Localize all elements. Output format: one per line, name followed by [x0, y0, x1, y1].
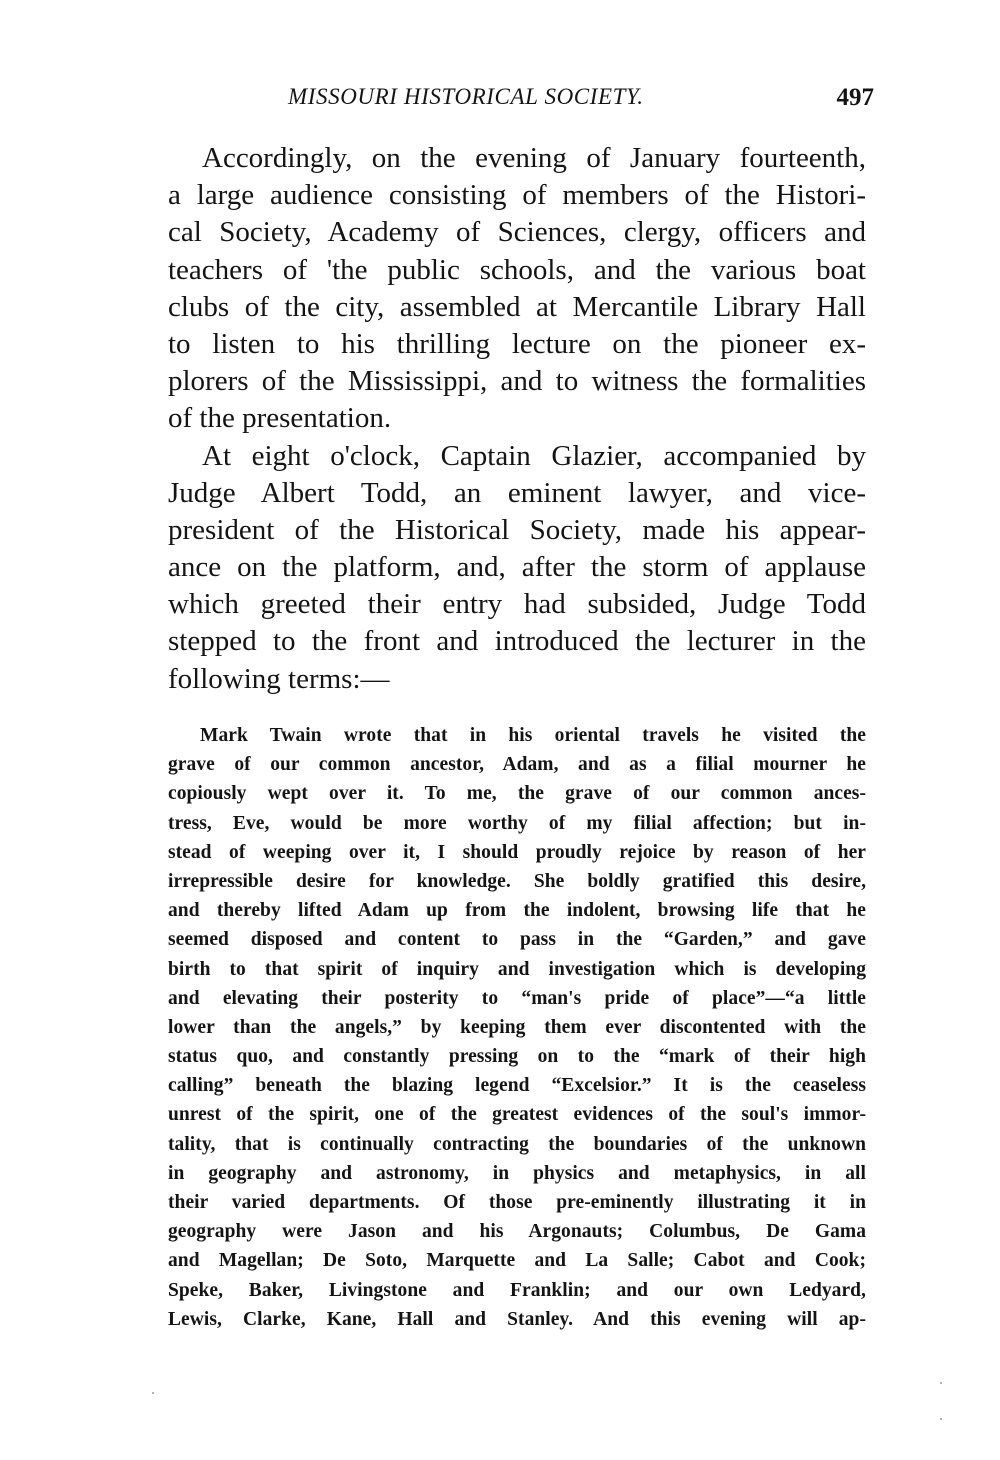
scan-speck — [940, 1418, 942, 1420]
quote-line: status quo, and constantly pressing on to the “mark of their high — [168, 1046, 866, 1068]
quote-line: Speke, Baker, Livingstone and Franklin; and our own Ledyard, — [168, 1279, 866, 1301]
paragraph-line: president of the Historical Society, made his appear- — [168, 513, 866, 546]
paragraph-line: clubs of the city, assembled at Mercantile Library Hall — [168, 290, 866, 323]
running-head-title: MISSOURI HISTORICAL SOCIETY. — [288, 84, 644, 109]
quoted-introduction-block — [168, 721, 866, 1334]
quote-line: lower than the angels,” by keeping them ever discontented with the — [168, 1016, 866, 1038]
quote-line: tress, Eve, would be more worthy of my filial affection; but in- — [168, 812, 866, 834]
paragraph-line: ance on the platform, and, after the storm of applause — [168, 551, 866, 584]
scan-speck — [152, 1392, 154, 1394]
quote-line: irrepressible desire for knowledge. She boldly gratified this desire, — [168, 870, 866, 892]
quote-line: tality, that is continually contracting the boundaries of the unknown — [168, 1133, 866, 1155]
quote-line: copiously wept over it. To me, the grave of our common ances- — [168, 783, 866, 805]
page-number: 497 — [836, 84, 874, 111]
paragraph-line: Accordingly, on the evening of January fourteenth, — [202, 142, 866, 174]
quote-line: grave of our common ancestor, Adam, and as a filial mourner he — [168, 754, 866, 776]
paragraph-line: Judge Albert Todd, an eminent lawyer, and vice- — [168, 476, 866, 509]
paragraph-line: cal Society, Academy of Sciences, clergy, officers and — [168, 216, 866, 249]
paragraph-line: At eight o'clock, Captain Glazier, accompanied by — [202, 439, 866, 472]
quote-line: seemed disposed and content to pass in the “Garden,” and gave — [168, 929, 866, 951]
paragraph-line: plorers of the Mississippi, and to witness the formalities — [168, 365, 866, 398]
quote-line: and thereby lifted Adam up from the indolent, browsing life that he — [168, 900, 866, 922]
paragraph-line: of the presentation. — [168, 402, 392, 435]
paragraph-line: teachers of 'the public schools, and the various boat — [168, 253, 866, 286]
quote-line: calling” beneath the blazing legend “Excelsior.” It is the ceaseless — [168, 1075, 866, 1097]
main-text-block — [168, 140, 866, 698]
quote-line: stead of weeping over it, I should proudly rejoice by reason of her — [168, 841, 866, 863]
quote-line: and elevating their posterity to “man's pride of place”—“a little — [168, 987, 866, 1009]
quote-line: Lewis, Clarke, Kane, Hall and Stanley. And this evening will ap- — [168, 1308, 866, 1330]
quote-line: and Magellan; De Soto, Marquette and La Salle; Cabot and Cook; — [168, 1250, 866, 1272]
paragraph-line: which greeted their entry had subsided, Judge Todd — [168, 588, 866, 621]
quote-line: their varied departments. Of those pre-eminently illustrating it in — [168, 1192, 866, 1213]
scan-speck — [940, 1382, 942, 1384]
quote-line: geography were Jason and his Argonauts; Columbus, De Gama — [168, 1221, 866, 1243]
paragraph-line: to listen to his thrilling lecture on the pioneer ex- — [168, 327, 866, 360]
quote-line: birth to that spirit of inquiry and investigation which is developing — [168, 958, 866, 980]
quote-line: Mark Twain wrote that in his oriental travels he visited the — [200, 725, 866, 746]
quote-line: unrest of the spirit, one of the greatest evidences of the soul's immor- — [168, 1104, 866, 1126]
paragraph-line: following terms:— — [168, 662, 390, 695]
paragraph-line: a large audience consisting of members of the Histori- — [168, 179, 866, 212]
quote-line: in geography and astronomy, in physics and metaphysics, in all — [168, 1162, 866, 1184]
running-head — [288, 84, 874, 120]
paragraph-line: stepped to the front and introduced the lecturer in the — [168, 625, 866, 658]
